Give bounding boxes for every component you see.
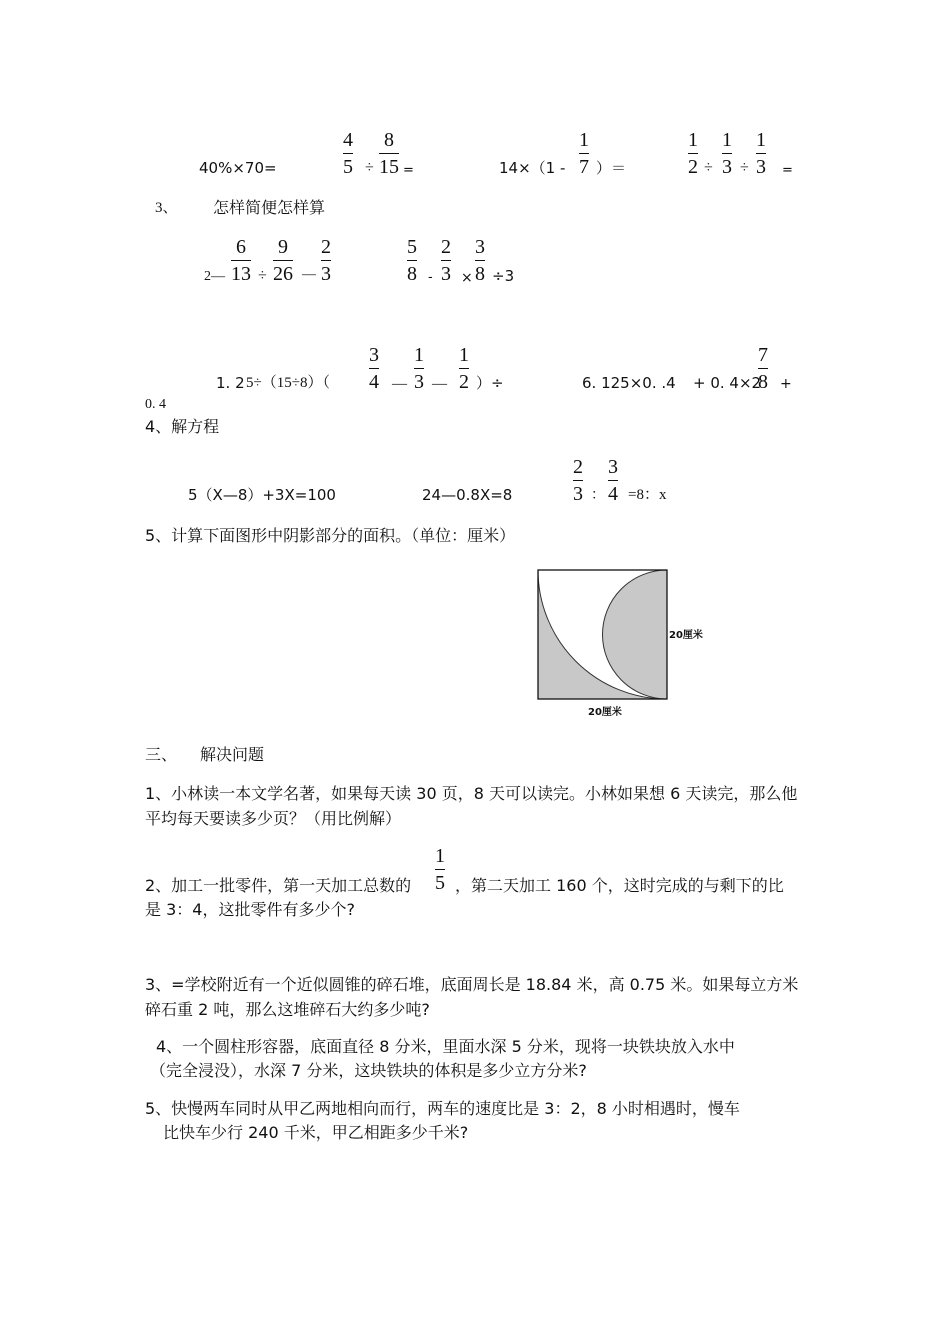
dash: — (392, 376, 407, 392)
denominator: 15 (379, 156, 399, 178)
numerator: 2 (441, 236, 451, 258)
denominator: 8 (407, 263, 417, 285)
fraction-3-4 (608, 457, 618, 504)
divide-sign: ÷ (704, 159, 713, 176)
fraction-3-4 (369, 345, 379, 392)
problem-2-line2: 是 3：4，这批零件有多少个? (145, 900, 355, 919)
label-bottom: 20厘米 (588, 707, 622, 718)
problem-5-line2: 比快车少行 240 千米，甲乙相距多少千米? (163, 1123, 469, 1142)
dash: — (302, 267, 316, 282)
numerator: 1 (459, 344, 469, 366)
denominator: 8 (758, 371, 768, 393)
numerator: 8 (384, 129, 394, 151)
denominator: 3 (573, 483, 583, 505)
q4-title: 4、解方程 (145, 417, 220, 436)
denominator: 3 (722, 156, 732, 178)
denominator: 4 (369, 371, 379, 393)
equation-2: 24—0.8X=8 (422, 486, 513, 504)
plus-sign: + (780, 376, 792, 392)
section-number: 三、 (145, 745, 178, 764)
numerator: 7 (758, 344, 768, 366)
problem-5-line1: 5、快慢两车同时从甲乙两地相向而行，两车的速度比是 3：2，8 小时相遇时，慢车 (145, 1099, 740, 1118)
numerator: 3 (608, 456, 618, 478)
expr-d-plus: + 0. 4×2 (693, 374, 762, 392)
denominator: 3 (756, 156, 766, 178)
denominator: 3 (441, 263, 451, 285)
expr-percent: 40%×70= (199, 159, 277, 177)
label-right: 20厘米 (669, 630, 703, 641)
expr-c-prefix: 1. 2 (216, 374, 245, 392)
denominator: 2 (459, 371, 469, 393)
fraction-5-8 (407, 237, 417, 284)
expr-c-middle: 5÷（15÷8）（ (246, 375, 330, 391)
dash: — (432, 376, 447, 392)
problem-1: 1、小林读一本文学名著，如果每天读 30 页，8 天可以读完。小林如果想 6 天读完，那么他平均每天要读多少页？（用比例解） (145, 784, 798, 828)
equation-3-tail: =8：x (628, 487, 667, 503)
expr-14-prefix: 14×（1 - (499, 159, 566, 177)
equals-small: = (782, 163, 793, 178)
expr-wrap: 0. 4 (145, 397, 166, 412)
expr-c-suffix: ）÷ (476, 374, 504, 392)
numerator: 1 (722, 129, 732, 151)
fraction-9-26 (273, 237, 293, 284)
expr-b-tail: ÷3 (492, 267, 515, 285)
problem-4-line1: 4、一个圆柱形容器，底面直径 8 分米，里面水深 5 分米，现将一块铁块放入水中 (156, 1037, 735, 1056)
denominator: 3 (321, 263, 331, 285)
numerator: 2 (321, 236, 331, 258)
denominator: 13 (231, 263, 251, 285)
numerator: 1 (414, 344, 424, 366)
fraction-3-8 (475, 237, 485, 284)
fraction-1-3 (722, 130, 732, 177)
q3-title: 怎样简便怎样算 (213, 198, 326, 217)
denominator: 5 (343, 156, 353, 178)
fraction-1-2 (688, 130, 698, 177)
numerator: 5 (407, 236, 417, 258)
numerator: 1 (756, 129, 766, 151)
fraction-6-13 (231, 237, 251, 284)
colon: ： (591, 488, 605, 503)
fraction-7-8 (758, 345, 768, 392)
divide-sign: ÷ (740, 159, 749, 176)
denominator: 8 (475, 263, 485, 285)
denominator: 7 (579, 156, 589, 178)
denominator: 26 (273, 263, 293, 285)
numerator: 3 (475, 236, 485, 258)
q3-number: 3、 (155, 200, 178, 216)
numerator: 1 (435, 845, 445, 867)
fraction-1-7 (579, 130, 589, 177)
shaded-half-circle (603, 570, 668, 699)
equation-1: 5（X—8）+3X=100 (188, 486, 336, 504)
divide-sign: ÷ (365, 159, 374, 176)
q5-title: 5、计算下面图形中阴影部分的面积。（单位：厘米） (145, 526, 516, 545)
expr-14-suffix: ）＝ (596, 159, 627, 177)
numerator: 4 (343, 129, 353, 151)
denominator: 5 (435, 872, 445, 894)
equals-small: = (403, 163, 414, 178)
divide-sign: ÷ (258, 267, 267, 284)
section-title: 解决问题 (200, 745, 265, 764)
numerator: 9 (278, 236, 288, 258)
fraction-1-3b (756, 130, 766, 177)
expr-d-prefix: 6. 125×0. .4 (582, 374, 676, 392)
denominator: 3 (414, 371, 424, 393)
fraction-8-15 (379, 130, 399, 177)
numerator: 6 (236, 236, 246, 258)
fraction-4-5 (343, 130, 353, 177)
problem-4-line2: （完全浸没），水深 7 分米，这块铁块的体积是多少立方分米? (150, 1061, 587, 1080)
problem-2-suffix: ，第二天加工 160 个，这时完成的与剩下的比 (455, 876, 784, 895)
fraction-1-3 (414, 345, 424, 392)
numerator: 1 (579, 129, 589, 151)
fraction-2-3 (321, 237, 331, 284)
fraction-1-2 (459, 345, 469, 392)
problem-2-prefix: 2、加工一批零件，第一天加工总数的 (145, 876, 412, 895)
fraction-2-3 (573, 457, 583, 504)
problem-3: 3、=学校附近有一个近似圆锥的碎石堆，底面周长是 18.84 米，高 0.75 米。如果每立方米碎石重 2 吨，那么这堆碎石大约多少吨? (145, 975, 799, 1019)
denominator: 4 (608, 483, 618, 505)
shaded-area-figure (530, 562, 720, 722)
minus-sign: - (428, 270, 433, 285)
times-sign: × (461, 270, 473, 286)
fraction-2-3 (441, 237, 451, 284)
numerator: 3 (369, 344, 379, 366)
numerator: 1 (688, 129, 698, 151)
denominator: 2 (688, 156, 698, 178)
numerator: 2 (573, 456, 583, 478)
expr-a-lead: 2— (204, 269, 225, 284)
fraction-1-5 (435, 846, 445, 893)
